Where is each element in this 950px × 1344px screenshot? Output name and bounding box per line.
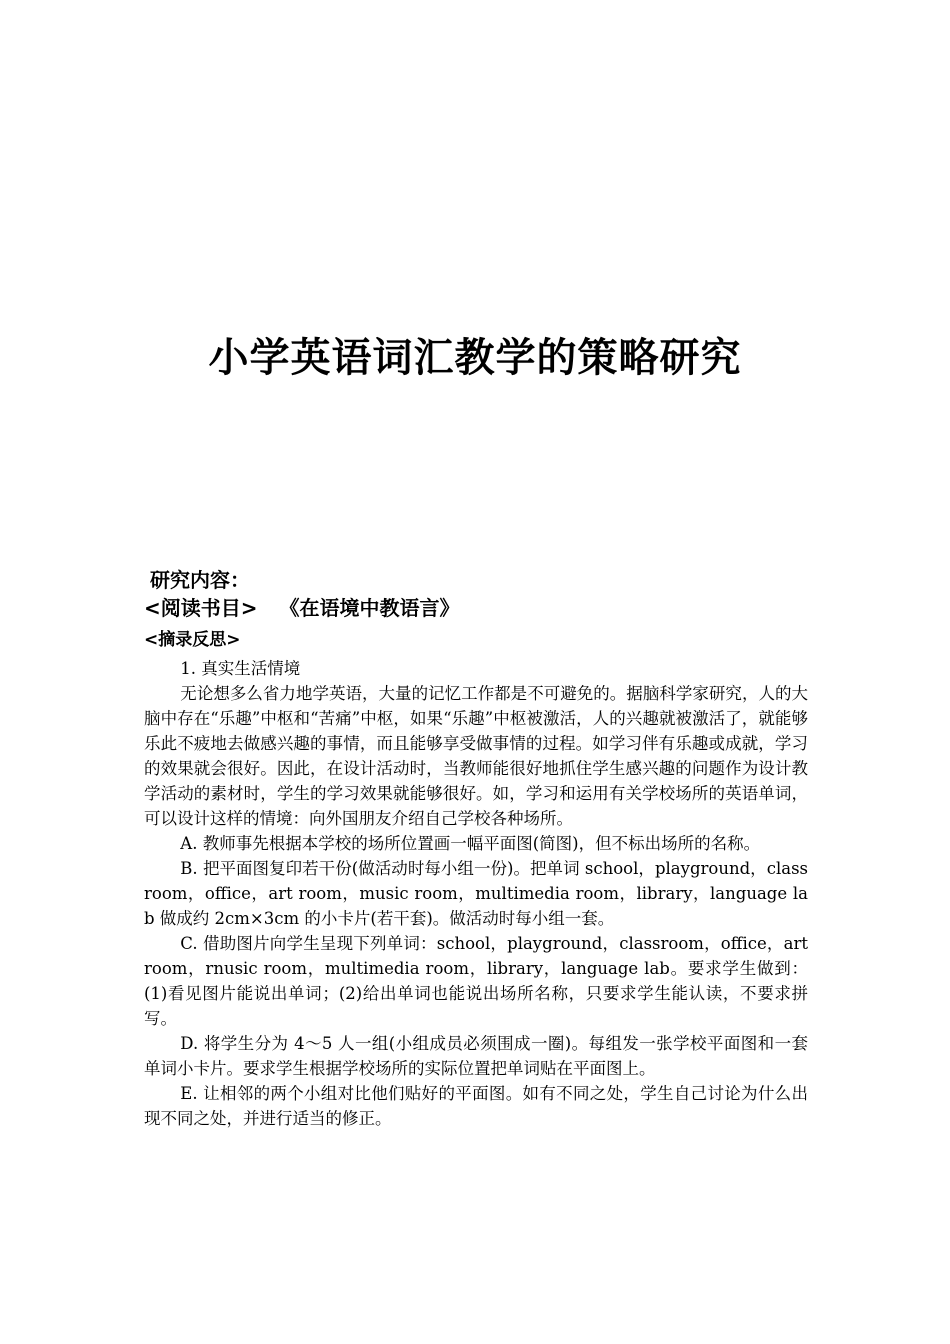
paragraph-step-a: A. 教师事先根据本学校的场所位置画一幅平面图(简图)，但不标出场所的名称。 xyxy=(180,834,761,853)
paragraph-heading-1: 1. 真实生活情境 xyxy=(180,659,301,678)
page-title: 小学英语词汇教学的策略研究 xyxy=(208,335,742,381)
paragraph-step-d: D. 将学生分为 4～5 人一组(小组成员必须围成一圈)。每组发一张学校平面图和一套单词小卡片。要求学生根据学校场所的实际位置把单词贴在平面图上。 xyxy=(144,1034,808,1078)
excerpt-label: <摘录反思> xyxy=(144,630,241,650)
paragraph-step-c: C. 借助图片向学生呈现下列单词：school，playground，classroom，office，art room，rnusic room，multimedia room，library，language lab。要求学生做到：(1)看见图片能说出单词；(2)给出单词也能说出场所名称，只要求学生能认读，不要求拼写。 xyxy=(144,934,808,1028)
reading-list xyxy=(144,594,808,622)
reading-book-title: 《在语境中教语言》 xyxy=(279,596,460,620)
paragraph: 无论想多么省力地学英语，大量的记忆工作都是不可避免的。据脑科学家研究，人的大脑中存在“乐趣”中枢和“苦痛”中枢，如果“乐趣”中枢被激活，人的兴趣就被激活了，就能够乐此不疲地去做感兴趣的事情，而且能够享受做事情的过程。如学习伴有乐趣或成就，学习的效果就会很好。因此，在设计活动时，当教师能很好地抓住学生感兴趣的问题作为设计教学活动的素材时，学生的学习效果就能够很好。如，学习和运用有关学校场所的英语单词，可以设计这样的情境：向外国朋友介绍自己学校各种场所。 xyxy=(144,684,808,828)
paragraph-step-e: E. 让相邻的两个小组对比他们贴好的平面图。如有不同之处，学生自己讨论为什么出现不同之处，并进行适当的修正。 xyxy=(144,1084,808,1128)
document-body xyxy=(144,566,808,1131)
section-heading: 研究内容： xyxy=(150,568,250,592)
reading-list-label: <阅读书目> xyxy=(144,596,258,620)
paragraph-step-b: B. 把平面图复印若干份(做活动时每小组一份)。把单词 school，playground，classroom，office，art room，music room，multimedia room，library，language lab 做成约 2cm×3cm 的小卡片(若干套)。做活动时每小组一套。 xyxy=(144,859,808,928)
